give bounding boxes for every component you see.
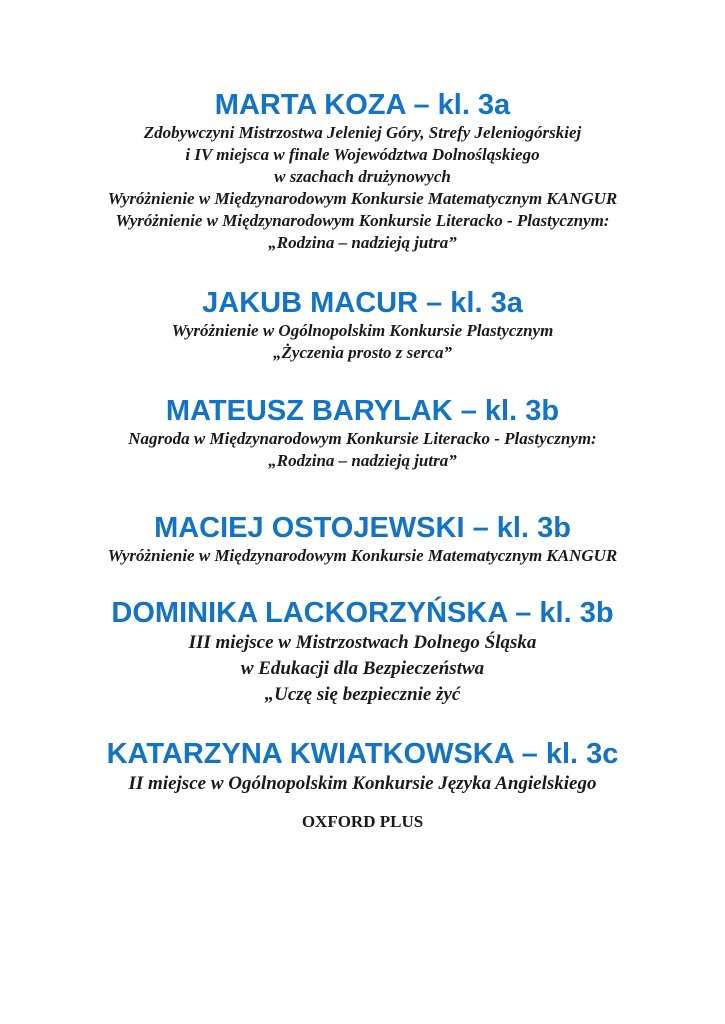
award-line: OXFORD PLUS	[301, 812, 424, 831]
award-line: „Rodzina – nadzieją jutra”	[268, 451, 457, 470]
award-entry	[13, 394, 713, 472]
award-line: w szachach drużynowych	[274, 167, 451, 186]
award-entry	[13, 511, 713, 567]
student-name: MACIEJ OSTOJEWSKI – kl. 3b	[154, 512, 571, 544]
student-name: JAKUB MACUR – kl. 3a	[202, 287, 523, 319]
award-line: III miejsce w Mistrzostwach Dolnego Śląska	[188, 632, 537, 653]
award-line: „Uczę się bezpiecznie żyć	[264, 684, 461, 705]
award-line: Wyróżnienie w Międzynarodowym Konkursie Matematycznym KANGUR	[107, 189, 618, 208]
award-entry	[13, 596, 713, 708]
award-line: Wyróżnienie w Międzynarodowym Konkursie Literacko - Plastycznym:	[115, 211, 610, 230]
award-line: w Edukacji dla Bezpieczeństwa	[240, 658, 485, 679]
award-line: II miejsce w Ogólnopolskim Konkursie Języka Angielskiego	[128, 773, 597, 794]
award-entry	[13, 286, 713, 364]
award-line: i IV miejsca w finale Województwa Dolnośląskiego	[185, 145, 540, 164]
student-name: MARTA KOZA – kl. 3a	[214, 89, 511, 121]
award-entry	[13, 88, 713, 254]
student-name: DOMINIKA LACKORZYŃSKA – kl. 3b	[111, 597, 614, 629]
award-line: Nagroda w Międzynarodowym Konkursie Literacko - Plastycznym:	[128, 429, 597, 448]
award-line: Wyróżnienie w Ogólnopolskim Konkursie Plastycznym	[171, 321, 554, 340]
award-line: „Życzenia prosto z serca”	[273, 343, 452, 362]
award-line: Wyróżnienie w Międzynarodowym Konkursie Matematycznym KANGUR	[107, 546, 618, 565]
student-name: MATEUSZ BARYLAK – kl. 3b	[165, 395, 560, 427]
student-name: KATARZYNA KWIATKOWSKA – kl. 3c	[106, 738, 619, 770]
award-line: „Rodzina – nadzieją jutra”	[268, 233, 457, 252]
award-entry	[13, 737, 713, 833]
award-line: Zdobywczyni Mistrzostwa Jeleniej Góry, Strefy Jeleniogórskiej	[143, 123, 582, 142]
